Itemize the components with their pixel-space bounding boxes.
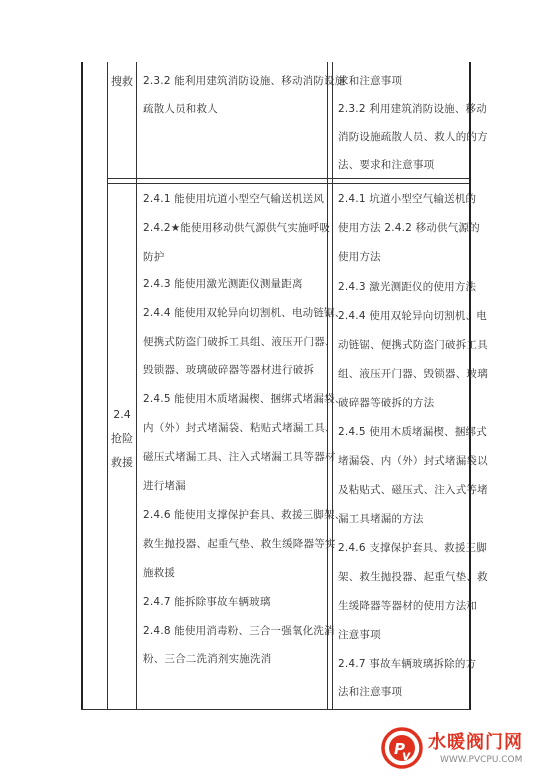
row2-skill-line: 进行堵漏 [143,480,186,492]
pv-logo-icon [378,722,426,772]
row2-category-line: 抢险 [111,432,133,445]
row2-category-line: 2.4 [113,408,131,421]
row-divider-1b [107,183,469,184]
table-divider-category-right [136,62,137,710]
site-watermark [378,722,550,778]
row2-knowledge-line: 2.4.6 支撑保护套具、救援三脚 [338,542,487,554]
row2-skill-line: 2.4.7 能拆除事故车辆玻璃 [143,596,271,608]
row2-skill-line: 2.4.3 能使用激光测距仪测量距离 [143,278,303,290]
table-left-border [81,62,83,710]
table-divider-skills [327,62,328,710]
row2-knowledge-line: 注意事项 [338,629,381,641]
table-divider-category [107,62,108,710]
table-divider-knowledge [332,62,333,710]
row2-skill-line: 便携式防盗门破拆工具组、液压开门器、 [143,336,336,348]
row2-skill-line: 施救援 [143,567,176,579]
row2-skill-line: 2.4.8 能使用消毒粉、三合一强氧化洗消 [143,625,335,637]
row1-knowledge-line: 法、要求和注意事项 [338,159,435,171]
row2-knowledge-line: 组、液压开门器、毁锁器、玻璃 [338,368,488,380]
row2-knowledge-line: 使用方法 [338,251,381,263]
row2-knowledge-line: 漏工具堵漏的方法 [338,513,424,525]
row-divider-1 [107,178,469,179]
row2-knowledge-line: 破碎器等破拆的方法 [338,397,435,409]
row2-skill-line: 2.4.4 能使用双轮异向切割机、电动链锯、 [143,307,346,319]
row2-skill-line: 内（外）封式堵漏袋、粘贴式堵漏工具、 [143,422,336,434]
row2-skill-line: 毁锁器、玻璃破碎器等器材进行破拆 [143,364,315,376]
row2-knowledge-line: 法和注意事项 [338,686,403,698]
row2-category-line: 救援 [111,456,133,469]
row2-knowledge-line: 使用方法 2.4.2 移动供气源的 [338,222,480,234]
row1-category: 搜救 [111,75,133,88]
row2-knowledge-line: 及粘贴式、磁压式、注入式等堵 [338,484,488,496]
row2-knowledge-line: 2.4.4 使用双轮异向切割机、电 [338,310,487,322]
row2-skill-line: 2.4.1 能使用坑道小型空气输送机送风 [143,193,325,205]
svg-text:P: P [394,740,405,758]
row2-skill-line: 救生抛投器、起重气垫、救生缓降器等实 [143,538,336,550]
row2-knowledge-line: 堵漏袋、内（外）封式堵漏袋以 [338,455,488,467]
row1-knowledge-line: 消防设施疏散人员、救人的的方 [338,131,488,143]
row2-skill-line: 2.4.6 能使用支撑保护套具、救援三脚架、 [143,509,346,521]
table-bottom-border [81,709,470,710]
row2-knowledge-line: 架、救生抛投器、起重气垫、救 [338,571,488,583]
watermark-title: 水暖阀门网 [428,732,523,753]
row1-knowledge-line: 2.3.2 利用建筑消防设施、移动 [338,103,487,115]
row1-skill-line: 疏散人员和救人 [143,103,218,115]
row2-knowledge-line: 动链锯、便携式防盗门破拆工具 [338,339,488,351]
row2-knowledge-line: 2.4.1 坑道小型空气输送机的 [338,193,477,205]
row2-skill-line: 防护 [143,251,165,263]
row2-knowledge-line: 2.4.3 激光测距仪的使用方法 [338,281,477,293]
row1-knowledge-line: 求和注意事项 [338,75,403,87]
row2-knowledge-line: 2.4.7 事故车辆玻璃拆除的方 [338,658,477,670]
watermark-url: WWW.PVCPU.COM [440,755,523,765]
row2-skill-line: 2.4.2★能使用移动供气源供气实施呼吸 [143,222,331,234]
row1-skill-line: 2.3.2 能利用建筑消防设施、移动消防设施 [143,75,346,87]
svg-text:v: v [402,749,411,764]
row2-skill-line: 粉、三合二洗消剂实施洗消 [143,653,272,665]
row2-skill-line: 磁压式堵漏工具、注入式堵漏工具等器材 [143,451,336,463]
row2-knowledge-line: 2.4.5 使用木质堵漏楔、捆绑式 [338,426,487,438]
row2-skill-line: 2.4.5 能使用木质堵漏楔、捆绑式堵漏袋、 [143,393,346,405]
row2-knowledge-line: 生缓降器等器材的使用方法和 [338,600,478,612]
